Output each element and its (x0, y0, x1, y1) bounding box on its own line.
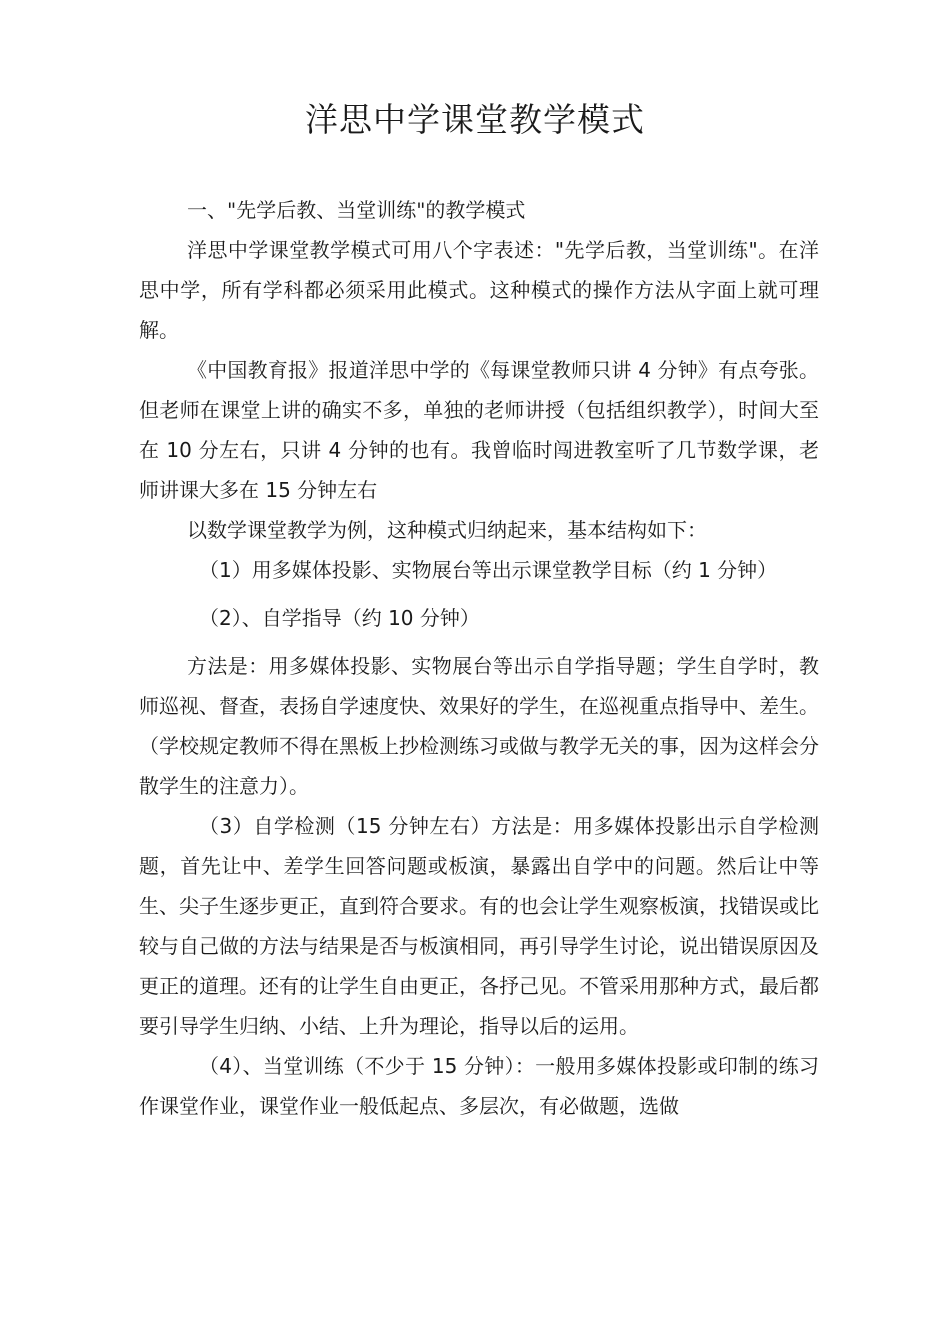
step-2: （2）、自学指导（约 10 分钟） (199, 606, 480, 630)
section-heading: 一、"先学后教、当堂训练"的教学模式 (187, 198, 526, 222)
intro-paragraph: 洋思中学课堂教学模式可用八个字表述："先学后教，当堂训练"。在洋思中学，所有学科都必须采用此模式。这种模式的操作方法从字面上就可理解。 (139, 238, 819, 342)
method-paragraph: 方法是：用多媒体投影、实物展台等出示自学指导题；学生自学时，教师巡视、督查，表扬自学速度快、效果好的学生，在巡视重点指导中、差生。（学校规定教师不得在黑板上抄检测练习或做与教学无关的事，因为这样会分散学生的注意力）。 (139, 654, 819, 798)
step-4-paragraph: （4）、当堂训练（不少于 15 分钟）：一般用多媒体投影或印制的练习作课堂作业，课堂作业一般低起点、多层次，有必做题，选做 (139, 1054, 819, 1118)
step-3-paragraph: （3）自学检测（15 分钟左右）方法是：用多媒体投影出示自学检测题，首先让中、差学生回答问题或板演，暴露出自学中的问题。然后让中等生、尖子生逐步更正，直到符合要求。有的也会让学生观察板演，找错误或比较与自己做的方法与结果是否与板演相同，再引导学生讨论，说出错误原因及更正的道理。还有的让学生自由更正，各抒己见。不管采用那种方式，最后都要引导学生归纳、小结、上升为理论，指导以后的运用。 (139, 814, 819, 1038)
step-1: （1）用多媒体投影、实物展台等出示课堂教学目标（约 1 分钟） (199, 558, 778, 582)
structure-paragraph: 以数学课堂教学为例，这种模式归纳起来，基本结构如下： (187, 518, 707, 542)
document-body (139, 190, 819, 1126)
document-title: 洋思中学课堂教学模式 (305, 100, 645, 139)
report-paragraph: 《中国教育报》报道洋思中学的《每课堂教师只讲 4 分钟》有点夸张。但老师在课堂上讲的确实不多，单独的老师讲授（包括组织教学），时间大至在 10 分左右，只讲 4 分钟的也有。我曾临时闯进教室听了几节数学课，老师讲课大多在 15 分钟左右 (139, 358, 819, 502)
